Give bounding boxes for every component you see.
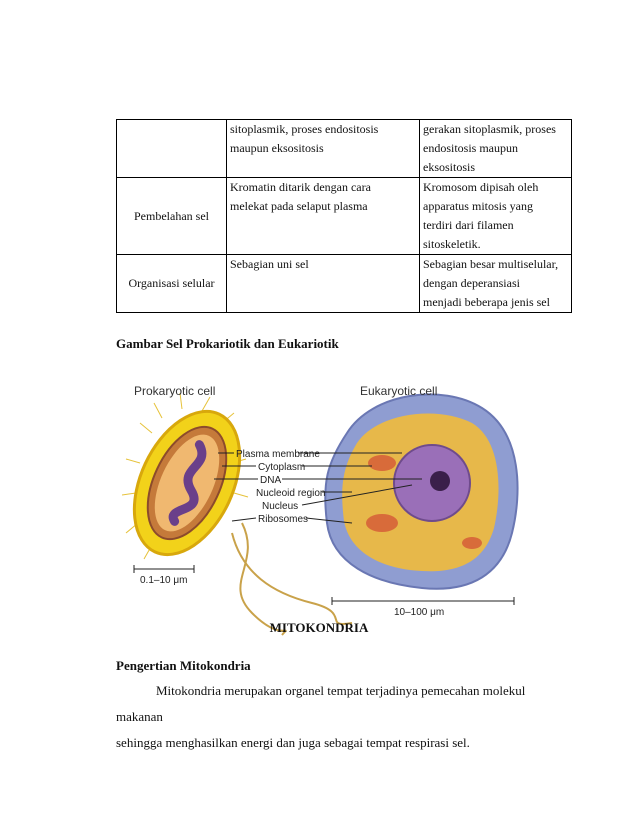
figure-heading: Gambar Sel Prokariotik dan Eukariotik: [116, 336, 339, 351]
prokaryote-cell: Sebagian uni sel: [227, 255, 420, 313]
label-dna: DNA: [260, 475, 282, 486]
paragraph-line: sehingga menghasilkan energi dan juga sebagai tempat respirasi sel.: [116, 735, 470, 750]
cell-illustration: [122, 373, 522, 636]
subheading: Pengertian Mitokondria: [116, 658, 251, 673]
eukaryote-cell-drawing: [325, 394, 517, 588]
row-label: [117, 120, 227, 178]
table-row: [117, 120, 572, 178]
prokaryote-cell: sitoplasmik, proses endositosis maupun eksositosis: [227, 120, 420, 178]
label-ribosomes: Ribosomes: [258, 514, 309, 525]
row-label: Pembelahan sel: [117, 178, 227, 255]
label-list: [236, 449, 326, 525]
prokaryote-cell: Kromatin ditarik dengan cara melekat pada selaput plasma: [227, 178, 420, 255]
prokaryote-title: Prokaryotic cell: [134, 384, 216, 398]
prokaryote-cell-drawing: [122, 395, 261, 572]
comparison-table: [116, 119, 572, 313]
flagellum: [240, 523, 285, 635]
row-label: Organisasi selular: [117, 255, 227, 313]
table-row: [117, 178, 572, 255]
label-cytoplasm: Cytoplasm: [258, 462, 306, 473]
label-nucleoid-region: Nucleoid region: [256, 488, 326, 499]
eukaryote-cell: gerakan sitoplasmik, proses endositosis maupun eksositosis: [420, 120, 572, 178]
paragraph: [116, 678, 571, 756]
eukaryote-cell: Sebagian besar multiselular, dengan deperansiasi menjadi beberapa jenis sel: [420, 255, 572, 313]
prokaryote-scale: 0.1–10 μm: [140, 575, 188, 586]
eukaryote-cell: Kromosom dipisah oleh apparatus mitosis yang terdiri dari filamen sitoskeletik.: [420, 178, 572, 255]
eukaryote-title: Eukaryotic cell: [360, 384, 438, 398]
eukaryote-scale: 10–100 μm: [394, 607, 445, 618]
label-plasma-membrane: Plasma membrane: [236, 449, 320, 460]
section-title: MITOKONDRIA: [269, 620, 369, 635]
table-row: [117, 255, 572, 313]
label-nucleus: Nucleus: [262, 501, 299, 512]
paragraph-line: Mitokondria merupakan organel tempat terjadinya pemecahan molekul makanan: [116, 683, 526, 724]
cell-figure: [122, 373, 522, 636]
